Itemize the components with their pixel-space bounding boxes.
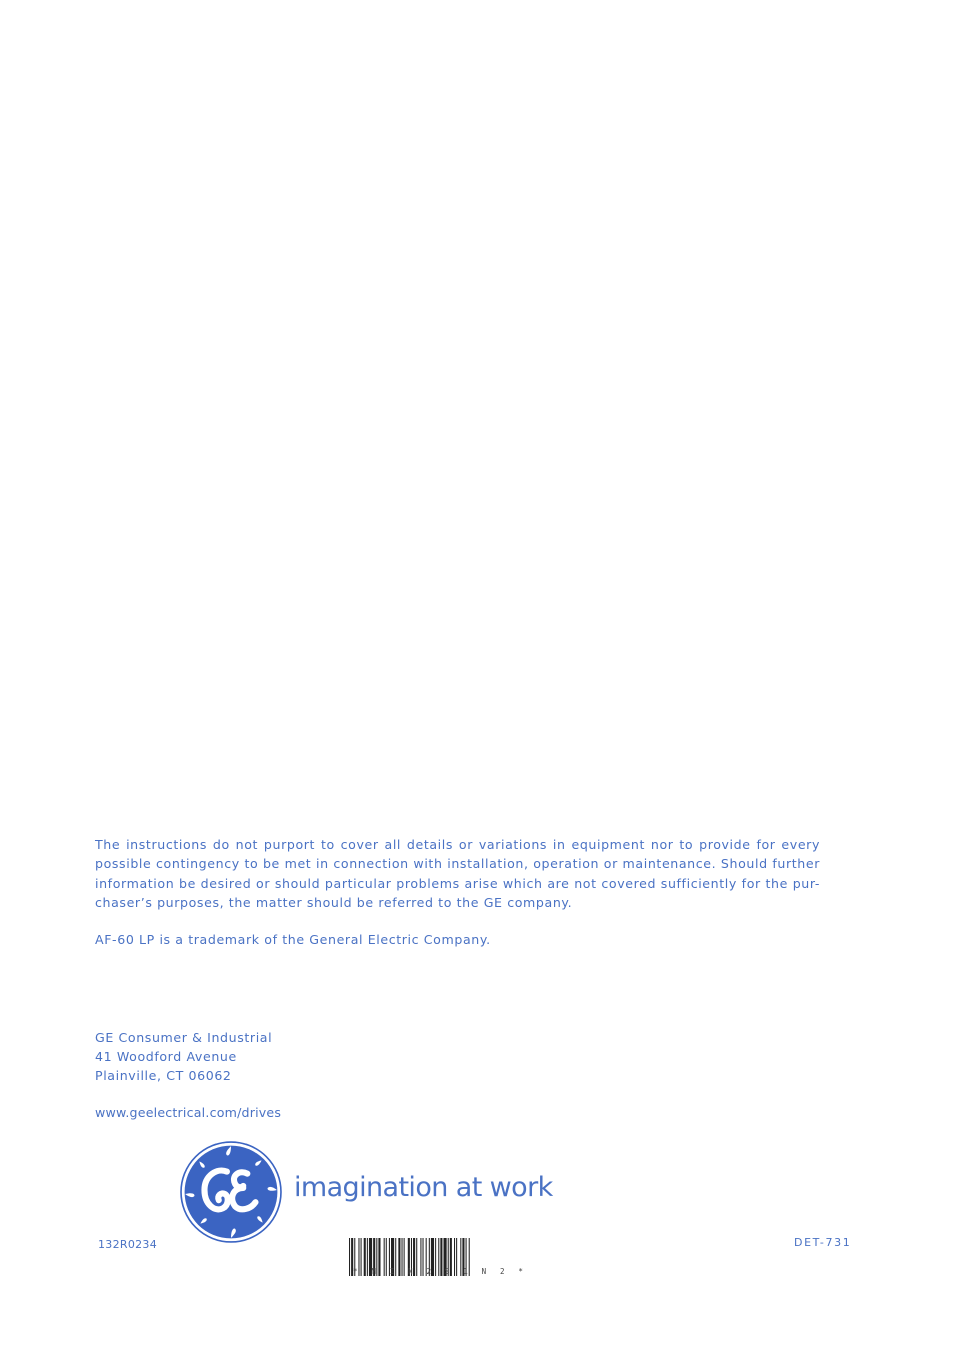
address-company: GE Consumer & Industrial [95,1030,273,1045]
disclaimer-line: chaser’s purposes, the matter should be referred to the GE company. [95,895,573,911]
barcode-char: 2 [500,1267,505,1276]
disclaimer-line: possible contingency to be met in connection with installation, operation or maintenance. Should further [95,856,820,872]
barcode-char: S [444,1267,450,1276]
barcode-char: * [353,1267,358,1276]
address-street: 41 Woodford Avenue [95,1049,237,1065]
document-number: 132R0234 [98,1238,158,1251]
barcode-char: 1 [463,1267,468,1276]
barcode-char: 2 [426,1267,432,1276]
ge-monogram-icon [180,1141,282,1243]
tagline: imagination at work [294,1172,553,1203]
det-number: DET-731 [794,1236,852,1249]
website-link[interactable]: www.geelectrical.com/drives [95,1105,282,1120]
barcode-char: N [408,1267,413,1276]
barcode-char: N [481,1267,487,1276]
company-address [95,1028,272,1086]
barcode-char: I [389,1267,395,1276]
barcode-char: M [371,1267,376,1276]
disclaimer-line: information be desired or should particular problems arise which are not covered sufficiently for the pur- [95,875,820,891]
trademark-notice: AF-60 LP is a trademark of the General Electric Company. [95,932,491,947]
disclaimer-text [95,835,820,913]
address-city: Plainville, CT 06062 [95,1068,232,1084]
disclaimer-line: The instructions do not purport to cover all details or variations in equipment nor to provide for every [95,837,820,852]
barcode-caption [349,1267,527,1276]
barcode-char: * [518,1267,523,1276]
